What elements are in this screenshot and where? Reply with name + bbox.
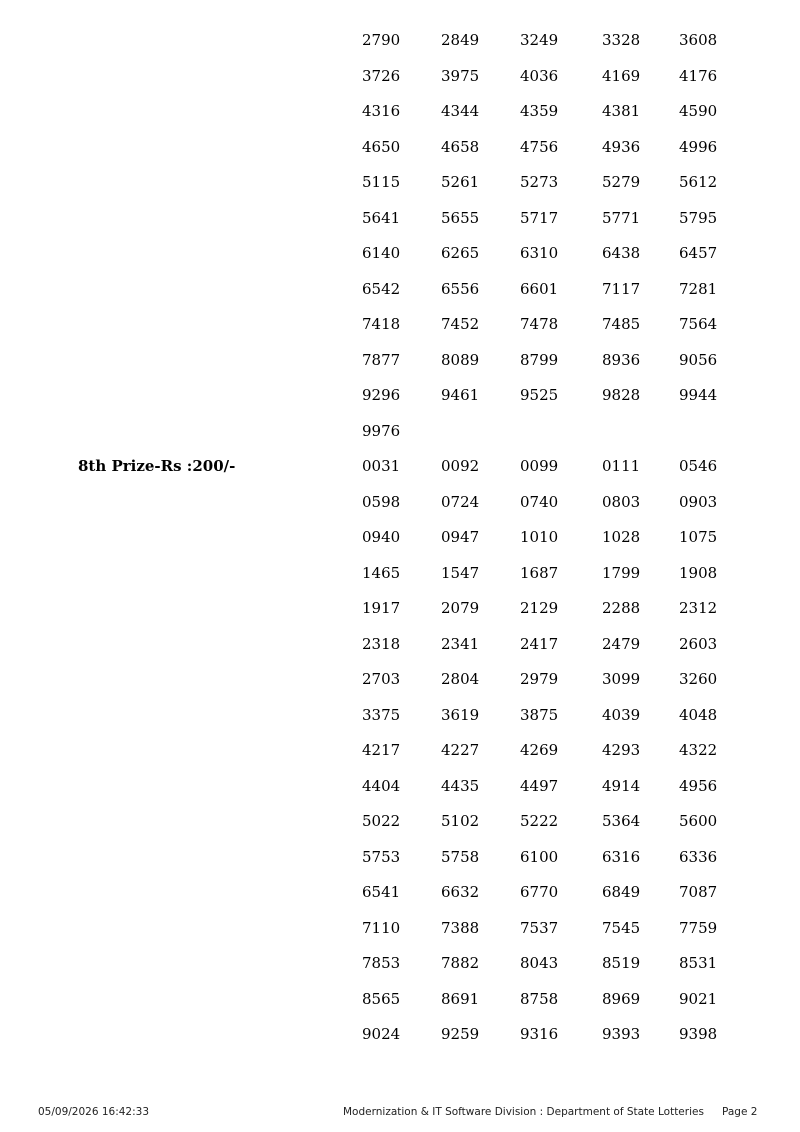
ticket-number: 4227 [441, 741, 480, 759]
ticket-number: 2312 [679, 599, 718, 617]
ticket-number: 8565 [362, 989, 401, 1008]
ticket-number: 5641 [362, 208, 401, 227]
ticket-number: 0724 [441, 492, 480, 511]
ticket-number: 6336 [679, 847, 718, 866]
ticket-number: 0903 [679, 492, 718, 511]
ticket-number: 8089 [441, 350, 480, 369]
ticket-number: 4269 [520, 741, 559, 759]
ticket-number: 8969 [602, 989, 641, 1008]
ticket-number: 8799 [520, 350, 559, 369]
ticket-number: 9259 [441, 1025, 480, 1043]
ticket-number: 4176 [679, 66, 718, 85]
ticket-number: 5753 [362, 847, 401, 866]
footer-page-number: Page 2 [722, 1106, 758, 1118]
ticket-number: 1075 [679, 528, 718, 546]
ticket-number: 8936 [602, 350, 641, 369]
ticket-number: 0031 [362, 457, 401, 475]
ticket-number: 7478 [520, 315, 559, 333]
ticket-number: 9021 [679, 989, 718, 1008]
ticket-number: 4650 [362, 137, 401, 156]
ticket-number: 6632 [441, 883, 480, 901]
ticket-number: 5717 [520, 208, 559, 227]
ticket-number: 4404 [362, 776, 401, 795]
ticket-number: 2479 [602, 634, 641, 653]
ticket-number: 3260 [679, 670, 718, 688]
ticket-number: 4756 [520, 137, 559, 156]
ticket-number: 6316 [602, 847, 641, 866]
ticket-number: 6265 [441, 244, 480, 262]
ticket-number: 2318 [362, 634, 401, 653]
ticket-number: 9393 [602, 1025, 641, 1043]
ticket-number: 2703 [362, 670, 401, 688]
ticket-number: 8691 [441, 989, 480, 1008]
ticket-number: 4322 [679, 741, 718, 759]
ticket-number: 7110 [362, 918, 401, 937]
ticket-number: 4169 [602, 66, 641, 85]
ticket-number: 9296 [362, 386, 401, 404]
ticket-number: 4956 [679, 776, 718, 795]
ticket-number: 2417 [520, 634, 559, 653]
ticket-number: 7537 [520, 918, 559, 937]
ticket-number: 1465 [362, 563, 401, 582]
footer-division: Modernization & IT Software Division : Department of State Lotteries [343, 1106, 704, 1118]
ticket-number: 6542 [362, 279, 401, 298]
ticket-number: 1010 [520, 528, 559, 546]
ticket-number: 4590 [679, 102, 718, 120]
ticket-number: 4217 [362, 741, 401, 759]
ticket-number: 9024 [362, 1025, 401, 1043]
ticket-number: 5758 [441, 847, 480, 866]
ticket-number: 6100 [520, 847, 559, 866]
ticket-number: 1799 [602, 563, 641, 582]
ticket-number: 0092 [441, 457, 480, 475]
ticket-number: 8519 [602, 954, 641, 972]
ticket-number: 7418 [362, 315, 401, 333]
ticket-number: 0947 [441, 528, 480, 546]
ticket-number: 3726 [362, 66, 401, 85]
ticket-number: 3249 [520, 31, 559, 49]
ticket-number: 7853 [362, 954, 401, 972]
ticket-number: 2129 [520, 599, 559, 617]
ticket-number: 3875 [520, 705, 559, 724]
ticket-number: 8043 [520, 954, 559, 972]
ticket-number: 4048 [679, 705, 718, 724]
ticket-number: 9056 [679, 350, 718, 369]
ticket-number: 9944 [679, 386, 718, 404]
ticket-number: 6849 [602, 883, 641, 901]
ticket-number: 3375 [362, 705, 401, 724]
ticket-number: 5273 [520, 173, 559, 191]
ticket-number: 4344 [441, 102, 480, 120]
ticket-number: 7759 [679, 918, 718, 937]
ticket-number: 4658 [441, 137, 480, 156]
ticket-number: 0598 [362, 492, 401, 511]
ticket-number: 2979 [520, 670, 559, 688]
ticket-number: 7485 [602, 315, 641, 333]
ticket-number: 4914 [602, 776, 641, 795]
ticket-number: 5600 [679, 812, 718, 830]
ticket-number: 4435 [441, 776, 480, 795]
ticket-number: 6457 [679, 244, 718, 262]
ticket-number: 6438 [602, 244, 641, 262]
ticket-number: 7388 [441, 918, 480, 937]
ticket-number: 3328 [602, 31, 641, 49]
ticket-number: 5222 [520, 812, 559, 830]
ticket-number: 5795 [679, 208, 718, 227]
ticket-number: 4381 [602, 102, 641, 120]
ticket-number: 5612 [679, 173, 718, 191]
ticket-number: 0740 [520, 492, 559, 511]
ticket-number: 9976 [362, 421, 401, 440]
ticket-number: 5364 [602, 812, 641, 830]
ticket-number: 6601 [520, 279, 559, 298]
ticket-number: 3099 [602, 670, 641, 688]
ticket-number: 8758 [520, 989, 559, 1008]
ticket-number: 3619 [441, 705, 480, 724]
ticket-number: 1547 [441, 563, 480, 582]
ticket-number: 7281 [679, 279, 718, 298]
ticket-number: 1917 [362, 599, 401, 617]
ticket-number: 4293 [602, 741, 641, 759]
ticket-number: 9525 [520, 386, 559, 404]
ticket-number: 4039 [602, 705, 641, 724]
ticket-number: 6556 [441, 279, 480, 298]
ticket-number: 3975 [441, 66, 480, 85]
ticket-number: 5655 [441, 208, 480, 227]
ticket-number: 0803 [602, 492, 641, 511]
ticket-number: 5279 [602, 173, 641, 191]
footer-timestamp: 05/09/2026 16:42:33 [38, 1106, 150, 1118]
ticket-number: 3608 [679, 31, 718, 49]
ticket-number: 9398 [679, 1025, 718, 1043]
ticket-number: 9316 [520, 1025, 559, 1043]
ticket-number: 4497 [520, 776, 559, 795]
prize-label: 8th Prize-Rs :200/- [78, 457, 236, 475]
ticket-number: 1908 [679, 563, 718, 582]
ticket-number: 7452 [441, 315, 480, 333]
ticket-number: 4036 [520, 66, 559, 85]
ticket-number: 2603 [679, 634, 718, 653]
ticket-number: 2079 [441, 599, 480, 617]
ticket-number: 7117 [602, 279, 641, 298]
ticket-number: 6310 [520, 244, 559, 262]
ticket-number: 8531 [679, 954, 718, 972]
ticket-number: 4936 [602, 137, 641, 156]
ticket-number: 2849 [441, 31, 480, 49]
ticket-number: 5261 [441, 173, 480, 191]
ticket-number: 2790 [362, 31, 401, 49]
ticket-number: 0099 [520, 457, 559, 475]
ticket-number: 2804 [441, 670, 480, 688]
ticket-number: 9828 [602, 386, 641, 404]
ticket-number: 6770 [520, 883, 559, 901]
ticket-number: 5115 [362, 173, 401, 191]
ticket-number: 5022 [362, 812, 401, 830]
ticket-number: 7564 [679, 315, 718, 333]
ticket-number: 1687 [520, 563, 559, 582]
ticket-number: 2341 [441, 634, 480, 653]
ticket-number: 4996 [679, 137, 718, 156]
ticket-number: 5771 [602, 208, 641, 227]
ticket-number: 0111 [602, 457, 641, 475]
ticket-number: 4316 [362, 102, 401, 120]
ticket-number: 7877 [362, 350, 401, 369]
ticket-number: 4359 [520, 102, 559, 120]
ticket-number: 2288 [602, 599, 641, 617]
ticket-number: 7087 [679, 883, 718, 901]
ticket-number: 5102 [441, 812, 480, 830]
ticket-number: 6541 [362, 883, 401, 901]
ticket-number: 7882 [441, 954, 480, 972]
ticket-number: 0940 [362, 528, 401, 546]
ticket-number: 7545 [602, 918, 641, 937]
ticket-number: 1028 [602, 528, 641, 546]
ticket-number: 6140 [362, 244, 401, 262]
ticket-number: 0546 [679, 457, 718, 475]
ticket-number: 9461 [441, 386, 480, 404]
